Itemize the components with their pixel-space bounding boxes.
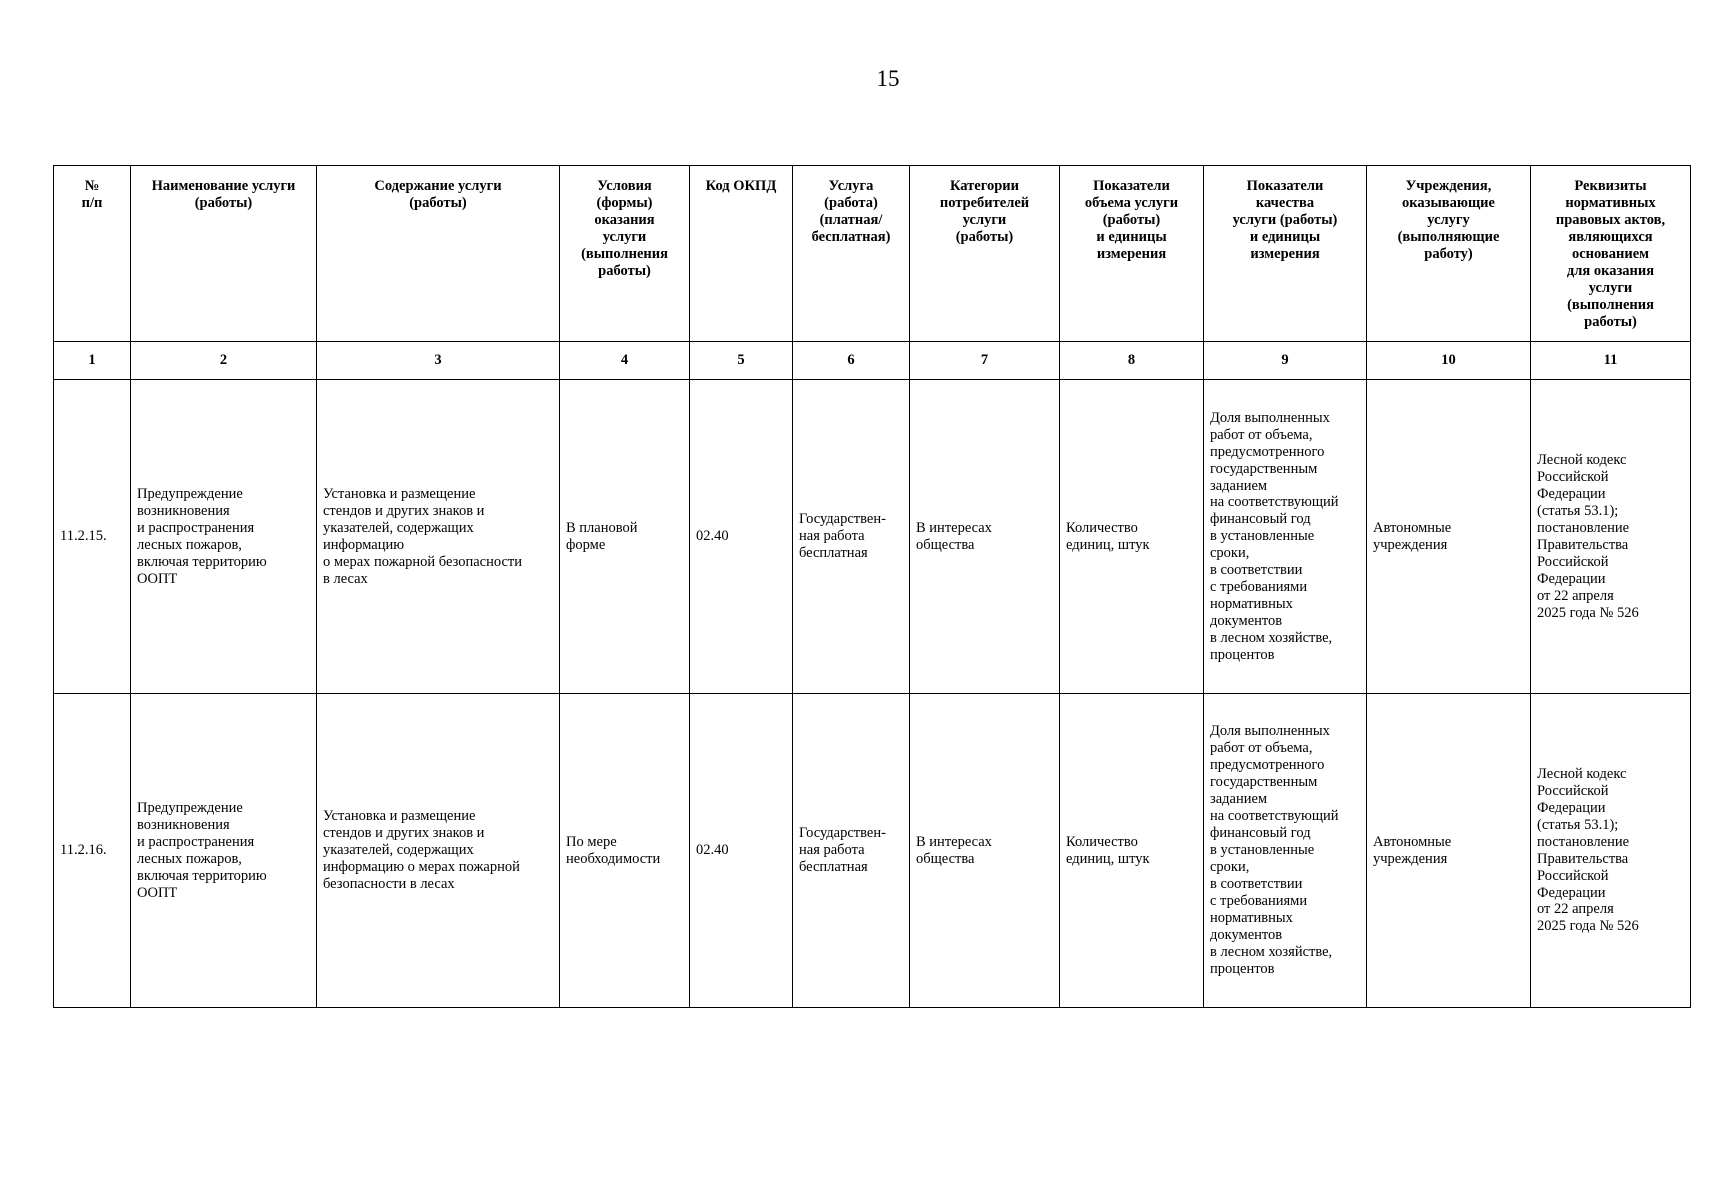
paid-free: Государствен- ная работа бесплатная [793,694,910,1008]
header-legal-acts: Реквизиты нормативных правовых актов, являющихся основанием для оказания услуги (выполнения работы) [1531,166,1691,342]
column-number: 6 [793,342,910,380]
header-institutions: Учреждения, оказывающие услугу (выполняющие работу) [1367,166,1531,342]
volume-indicator: Количество единиц, штук [1060,694,1204,1008]
legal-acts: Лесной кодекс Российской Федерации (статья 53.1); постановление Правительства Российской Федерации от 22 апреля 2025 года № 526 [1531,694,1691,1008]
service-name: Предупреждение возникновения и распространения лесных пожаров, включая территорию ООПТ [131,380,317,694]
header-paid-free: Услуга (работа) (платная/ бесплатная) [793,166,910,342]
column-number: 1 [54,342,131,380]
consumer-category: В интересах общества [910,380,1060,694]
services-table [53,165,1691,1008]
row-number: 11.2.15. [54,380,131,694]
okpd-code: 02.40 [690,694,793,1008]
column-number: 10 [1367,342,1531,380]
column-number: 8 [1060,342,1204,380]
table-row [54,694,1691,1008]
header-consumer-categories: Категории потребителей услуги (работы) [910,166,1060,342]
service-name: Предупреждение возникновения и распространения лесных пожаров, включая территорию ООПТ [131,694,317,1008]
row-number: 11.2.16. [54,694,131,1008]
quality-indicator: Доля выполненных работ от объема, предусмотренного государственным заданием на соответствующий финансовый год в установленные сроки, в соответствии с требованиями нормативных документов в лесном хозяйстве, процентов [1204,694,1367,1008]
institution: Автономные учреждения [1367,380,1531,694]
paid-free: Государствен- ная работа бесплатная [793,380,910,694]
column-number: 7 [910,342,1060,380]
service-content: Установка и размещение стендов и других знаков и указателей, содержащих информацию о мерах пожарной безопасности в лесах [317,694,560,1008]
page-number: 15 [876,66,900,91]
column-number: 3 [317,342,560,380]
quality-indicator: Доля выполненных работ от объема, предусмотренного государственным заданием на соответствующий финансовый год в установленные сроки, в соответствии с требованиями нормативных документов в лесном хозяйстве, процентов [1204,380,1367,694]
service-conditions: По мере необходимости [560,694,690,1008]
table-row [54,380,1691,694]
header-service-content: Содержание услуги (работы) [317,166,560,342]
header-service-name: Наименование услуги (работы) [131,166,317,342]
column-number: 2 [131,342,317,380]
consumer-category: В интересах общества [910,694,1060,1008]
header-row [54,166,1691,342]
service-conditions: В плановой форме [560,380,690,694]
okpd-code: 02.40 [690,380,793,694]
column-number: 5 [690,342,793,380]
column-number: 11 [1531,342,1691,380]
column-number: 9 [1204,342,1367,380]
column-number: 4 [560,342,690,380]
volume-indicator: Количество единиц, штук [1060,380,1204,694]
institution: Автономные учреждения [1367,694,1531,1008]
header-number: № п/п [54,166,131,342]
header-okpd-code: Код ОКПД [690,166,793,342]
service-content: Установка и размещение стендов и других знаков и указателей, содержащих информацию о мерах пожарной безопасности в лесах [317,380,560,694]
column-number-row [54,342,1691,380]
header-volume-indicators: Показатели объема услуги (работы) и единицы измерения [1060,166,1204,342]
header-conditions: Условия (формы) оказания услуги (выполнения работы) [560,166,690,342]
header-quality-indicators: Показатели качества услуги (работы) и единицы измерения [1204,166,1367,342]
legal-acts: Лесной кодекс Российской Федерации (статья 53.1); постановление Правительства Российской Федерации от 22 апреля 2025 года № 526 [1531,380,1691,694]
